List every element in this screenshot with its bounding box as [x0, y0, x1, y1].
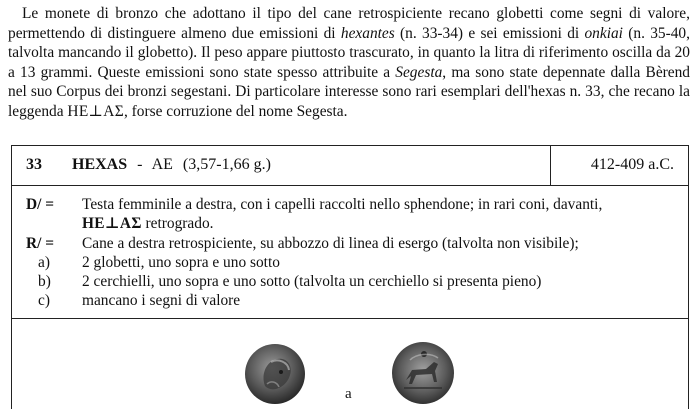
coin-caption: a	[345, 386, 352, 402]
obverse-label: D/ =	[26, 196, 55, 213]
variant-a-label: a)	[38, 254, 50, 271]
variant-b-text: 2 cerchielli, uno sopra e uno sotto (talvolta un cerchiello si presenta pieno)	[82, 273, 542, 290]
obverse-line-1: Testa femminile a destra, con i capelli raccolti nello sphendone; in rari coni, davanti,	[82, 196, 603, 213]
header-divider	[550, 146, 551, 186]
entry-description	[12, 187, 688, 319]
entry-number: 33	[26, 156, 42, 173]
intro-text-2: (n. 33-34) e sei emissioni di	[394, 24, 585, 42]
catalog-entry	[11, 145, 689, 409]
reverse-label: R/ =	[26, 235, 55, 252]
intro-text-1: Le monete di bronzo che adottano il tipo del cane retrospiciente recano globetti come segni di valore, permettendo di distinguere almeno due emissioni di	[8, 5, 690, 42]
obverse-legend: ΗΕ⊥ΑΣ	[82, 215, 142, 232]
entry-date: 412-409 a.C.	[590, 156, 674, 173]
intro-onkiai: onkiai	[584, 24, 623, 42]
entry-header	[12, 146, 688, 186]
entry-metal: AE	[151, 156, 173, 173]
intro-text-5: , forse corruzione del nome Segesta.	[123, 102, 348, 120]
obverse-line-2	[82, 214, 214, 233]
intro-hexantes: hexantes	[340, 24, 395, 42]
coin-obverse-image	[243, 342, 307, 406]
entry-type: HEXAS	[72, 156, 128, 173]
intro-paragraph	[8, 4, 690, 122]
intro-text-3: (n. 35-40, talvolta mancando il globetto). Il peso appare piuttosto trascurato, in quanto la litra di riferimento oscilla da 20 a 13 grammi. Queste emissioni sono state spesso attribuite a	[8, 24, 690, 81]
coin-images	[12, 320, 688, 409]
intro-text-4: , ma sono state depennate dalla Bèrend nel suo Corpus dei bronzi segestani. Di particolare interesse sono rari esemplari dell'hexas n. 33, che recano la leggenda	[8, 63, 691, 120]
entry-title	[26, 156, 271, 174]
variant-a-text: 2 globetti, uno sopra e uno sotto	[82, 254, 280, 271]
coin-reverse-image	[390, 340, 456, 406]
obverse-line-2-rest: retrogrado.	[141, 215, 214, 232]
variant-c-text: mancano i segni di valore	[82, 292, 241, 309]
entry-dash: -	[137, 156, 143, 173]
entry-weight: (3,57-1,66 g.)	[182, 156, 271, 173]
reverse-line-1: Cane a destra retrospiciente, su abbozzo di linea di esergo (talvolta non visibile);	[82, 235, 579, 252]
intro-segesta: Segesta	[395, 63, 443, 81]
intro-legend: ΗΕ⊥ΑΣ	[67, 102, 124, 120]
variant-c-label: c)	[38, 292, 50, 309]
variant-b-label: b)	[38, 273, 51, 290]
